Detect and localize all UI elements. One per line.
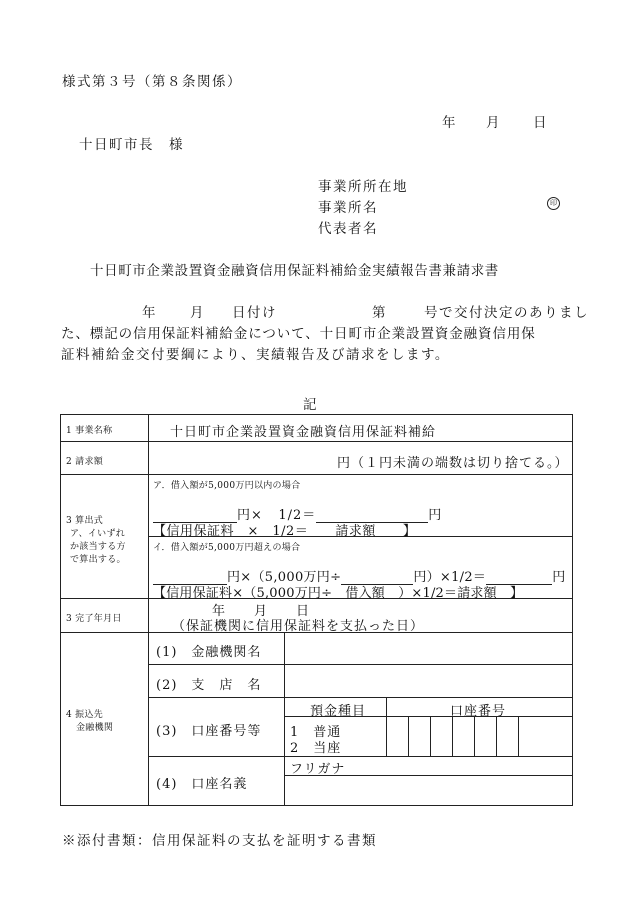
date-day: 日 bbox=[533, 115, 548, 131]
body-dai: 第 bbox=[372, 305, 387, 321]
bank-name-label: (1) 金融機関名 bbox=[156, 645, 262, 660]
addressee: 十日町市長 様 bbox=[79, 137, 184, 153]
applicant-name-label: 事業所名 bbox=[318, 200, 378, 216]
row2-label: 2 請求額 bbox=[66, 457, 104, 467]
ki-heading: 記 bbox=[303, 397, 318, 413]
row3-label-1: 3 算出式 bbox=[66, 516, 104, 526]
body-dated: 日付け bbox=[232, 305, 277, 321]
applicant-address-label: 事業所所在地 bbox=[318, 179, 408, 195]
completion-date: 年 月 日 bbox=[212, 604, 311, 619]
formula-b-heading: イ．借入額が5,000万円超えの場合 bbox=[153, 543, 301, 553]
form-number: 様式第３号（第８条関係） bbox=[62, 74, 242, 90]
row5-label-1: 4 振込先 bbox=[66, 710, 104, 720]
deposit-type-2: 2 当座 bbox=[290, 741, 342, 756]
formula-a-line2: 【信用保証料 × 1/2＝ 請求額 】 bbox=[153, 524, 417, 539]
body-line1-rest: 号で交付決定のありまし bbox=[424, 305, 589, 321]
row4-label: 3 完了年月日 bbox=[66, 614, 122, 624]
account-holder-label: (4) 口座名義 bbox=[156, 777, 248, 792]
account-label: (3) 口座番号等 bbox=[156, 724, 262, 739]
branch-name-label: (2) 支 店 名 bbox=[156, 678, 262, 693]
claim-amount-note: 円（１円未満の端数は切り捨てる。） bbox=[337, 456, 569, 471]
formula-a-heading: ア．借入額が5,000万円以内の場合 bbox=[153, 481, 301, 491]
row3-label-2: ア、イいずれ bbox=[70, 529, 126, 539]
applicant-rep-label: 代表者名 bbox=[318, 221, 378, 237]
body-month: 月 bbox=[190, 305, 205, 321]
body-line3: 証料補給金交付要綱により、実績報告及び請求をします。 bbox=[61, 347, 450, 363]
row3-label-3: か該当する方 bbox=[70, 542, 126, 552]
account-number-heading: 口座番号 bbox=[450, 704, 507, 719]
body-year: 年 bbox=[142, 305, 157, 321]
deposit-type-heading: 預金種目 bbox=[310, 704, 367, 719]
formula-a-line1: 円× 1/2＝ 円 bbox=[153, 504, 442, 523]
date-year: 年 bbox=[442, 115, 457, 131]
date-month: 月 bbox=[486, 115, 501, 131]
row5-label-2: 金融機関 bbox=[76, 723, 114, 733]
completion-date-note: （保証機関に信用保証料を支払った日） bbox=[172, 619, 425, 634]
formula-b-line1: 円×（5,000万円÷ 円）×1/2＝ 円 bbox=[153, 566, 566, 585]
furigana-label: フリガナ bbox=[290, 762, 346, 777]
seal-icon: 印 bbox=[547, 197, 560, 210]
deposit-type-1: 1 普通 bbox=[290, 725, 342, 740]
project-name: 十日町市企業設置資金融資信用保証料補給 bbox=[170, 425, 437, 440]
attachment-note: ※添付書類：信用保証料の支払を証明する書類 bbox=[62, 833, 377, 849]
row3-label-4: で算出する。 bbox=[70, 555, 126, 565]
body-line2: た、標記の信用保証料補給金について、十日町市企業設置資金融資信用保 bbox=[61, 326, 536, 342]
row1-label: 1 事業名称 bbox=[66, 426, 113, 436]
formula-b-line2: 【信用保証料×（5,000万円÷ 借入額 ）×1/2＝請求額 】 bbox=[153, 586, 524, 601]
document-title: 十日町市企業設置資金融資信用保証料補給金実績報告書兼請求書 bbox=[90, 263, 499, 279]
